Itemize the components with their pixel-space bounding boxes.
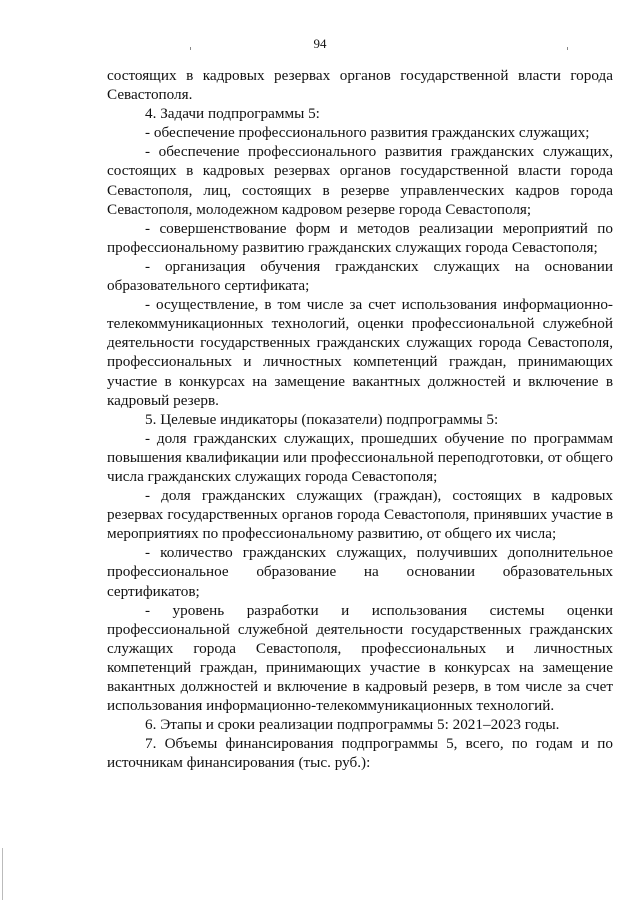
paragraph-1: 4. Задачи подпрограммы 5: — [145, 105, 320, 123]
paragraph-12: 6. Этапы и сроки реализации подпрограммы 5: 2021–2023 годы. — [145, 716, 560, 734]
paragraph-13: 7. Объемы финансирования подпрограммы 5, всего, по годам и по источникам финансирования (тыс. руб.): — [107, 735, 613, 772]
paragraph-0: состоящих в кадровых резервах органов государственной власти города Севастополя. — [107, 67, 613, 104]
paragraph-5: - организация обучения гражданских служащих на основании образовательного сертификата; — [107, 257, 613, 295]
scan-edge-line — [2, 848, 3, 900]
paragraph-4: - совершенствование форм и методов реализации мероприятий по профессиональному развитию гражданских служащих города Севастополя; — [107, 219, 613, 256]
scan-mark — [190, 47, 191, 50]
paragraph-7: 5. Целевые индикаторы (показатели) подпрограммы 5: — [145, 410, 499, 428]
scan-mark — [567, 47, 568, 50]
paragraph-9: - доля гражданских служащих (граждан), состоящих в кадровых резервах государственных органов города Севастополя, принявших участие в мероприятиях по профессиональному развитию, от общего их числа; — [107, 487, 613, 543]
paragraph-8: - доля гражданских служащих, прошедших обучение по программам повышения квалификации или профессиональной переподготовки, от общего числа гражданских служащих города Севастополя; — [107, 429, 613, 485]
paragraph-6: - осуществление, в том числе за счет использования информационно-телекоммуникационных технологий, оценки профессиональной служебной деятельности государственных гражданских служащих города Севастополя, профессиональных и личностных компетенций граждан, принимающих участие в конкурсах на замещение вакантных должностей и включение в кадровый резерв. — [107, 296, 613, 409]
paragraph-2: - обеспечение профессионального развития гражданских служащих; — [145, 124, 590, 142]
paragraph-10: - количество гражданских служащих, получивших дополнительное профессиональное образование на основании образовательных сертификатов; — [107, 544, 613, 600]
paragraph-3: - обеспечение профессионального развития гражданских служащих, состоящих в кадровых резервах органов государственной власти города Севастополя, лиц, состоящих в резерве управленческих кадров города Севастополя, молодежном кадровом резерве города Севастополя; — [107, 143, 613, 218]
page-number: 94 — [313, 36, 327, 51]
document-body — [107, 66, 613, 772]
paragraph-11: - уровень разработки и использования системы оценки профессиональной служебной деятельности государственных гражданских служащих города Севастополя, профессиональных и личностных компетенций граждан, принимающих участие в конкурсах на замещение вакантных должностей и включение в кадровый резерв, в том числе за счет использования информационно-телекоммуникационных технологий. — [107, 601, 613, 715]
